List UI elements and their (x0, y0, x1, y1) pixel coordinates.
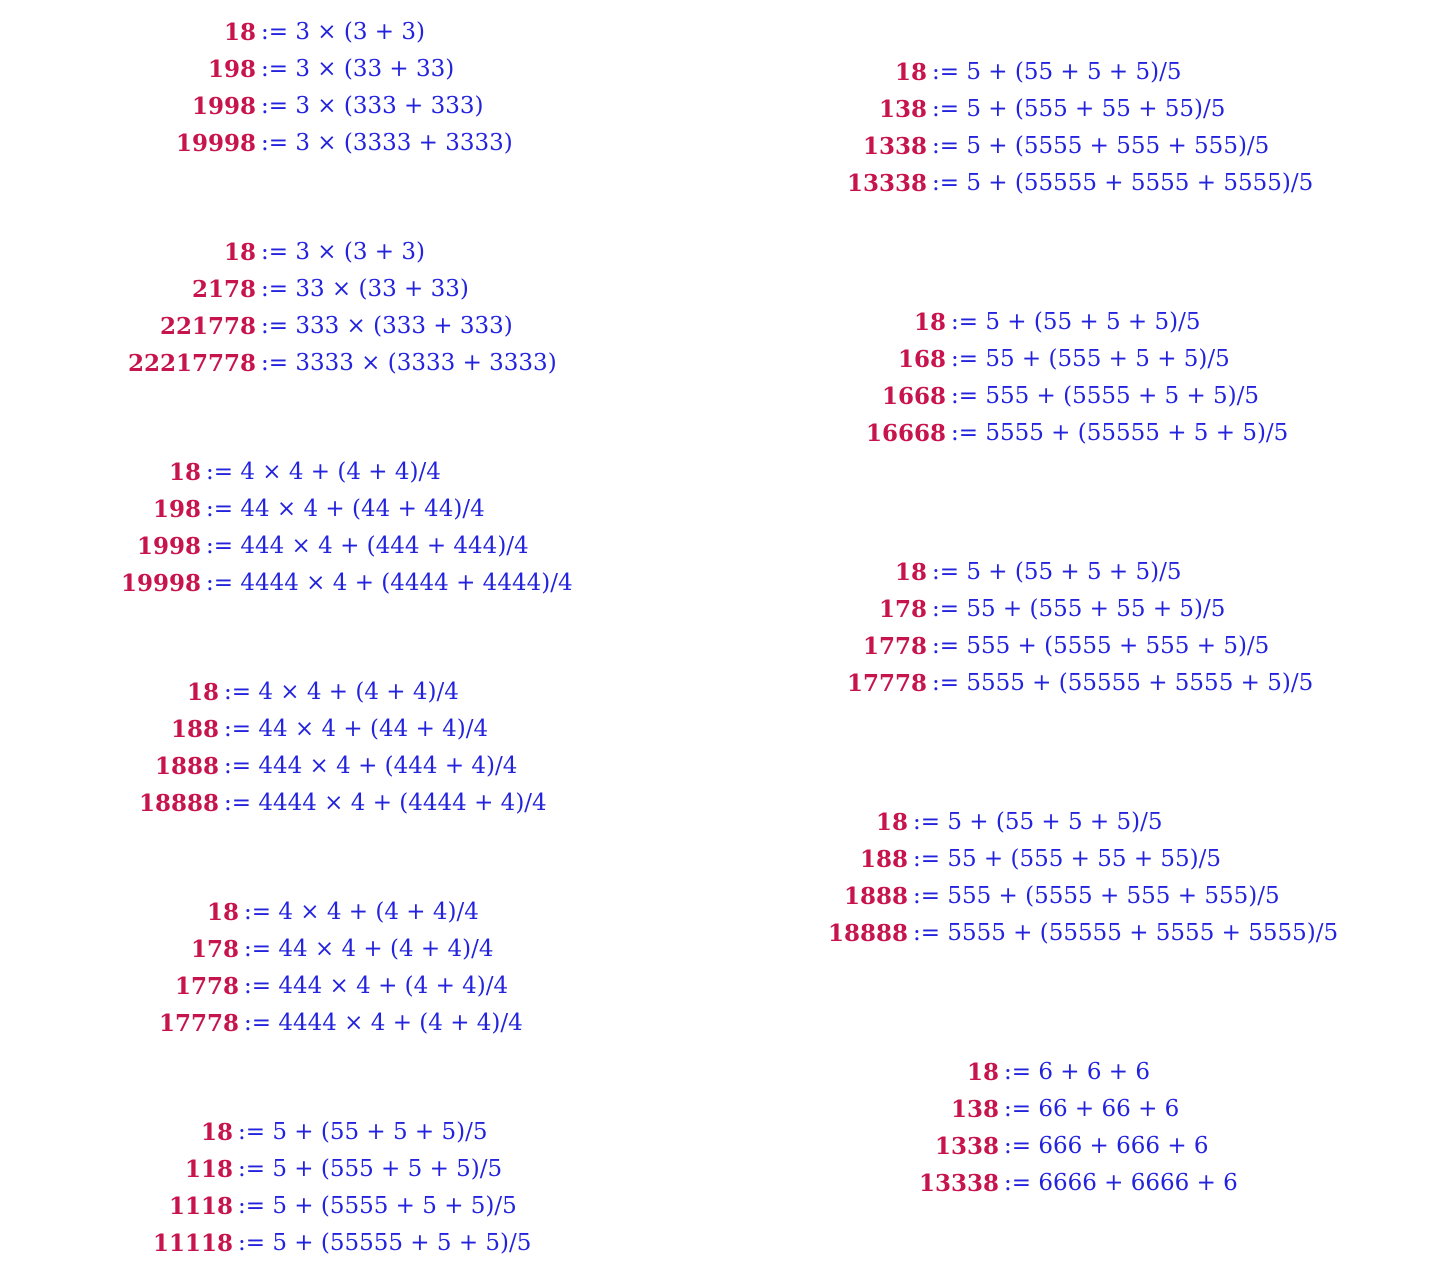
equation-result: 2178 (191, 276, 256, 303)
equation-expression: := 6666 + 6666 + 6 (1004, 1170, 1238, 1196)
equation-expression: := 3 × (3 + 3) (261, 239, 425, 265)
equation-expression: := 444 × 4 + (4 + 4)/4 (244, 973, 509, 999)
equation-expression: := 44 × 4 + (44 + 44)/4 (206, 496, 485, 522)
equation-result: 18 (875, 809, 908, 836)
equation-result: 16668 (865, 420, 946, 447)
equation-expression: := 5 + (555 + 5 + 5)/5 (238, 1156, 503, 1182)
equation-result: 17778 (158, 1010, 239, 1037)
equation-result: 18 (894, 59, 927, 86)
equation-result: 1338 (934, 1133, 999, 1160)
equation-result: 18888 (138, 790, 219, 817)
equation-expression: := 3 × (3 + 3) (261, 19, 425, 45)
equation-expression: := 5 + (55555 + 5 + 5)/5 (238, 1230, 532, 1256)
equation-result: 1338 (862, 133, 927, 160)
equation-expression: := 4444 × 4 + (4444 + 4)/4 (224, 790, 547, 816)
equation-expression: := 5555 + (55555 + 5555 + 5555)/5 (913, 920, 1339, 946)
equation-result: 1118 (168, 1193, 233, 1220)
equation-expression: := 5 + (555 + 55 + 55)/5 (932, 96, 1226, 122)
equation-result: 11118 (152, 1230, 233, 1257)
equation-expression: := 5 + (55 + 5 + 5)/5 (932, 559, 1182, 585)
equation-result: 19998 (120, 570, 201, 597)
equation-result: 1668 (881, 383, 946, 410)
equation-expression: := 3333 × (3333 + 3333) (261, 350, 557, 376)
equation-result: 22217778 (127, 350, 256, 377)
equation-result: 1778 (174, 973, 239, 1000)
equation-result: 18 (223, 19, 256, 46)
equation-result: 18 (206, 899, 239, 926)
equation-result: 1998 (136, 533, 201, 560)
equation-result: 198 (207, 56, 256, 83)
equation-expression: := 4444 × 4 + (4 + 4)/4 (244, 1010, 523, 1036)
equation-expression: := 5555 + (55555 + 5555 + 5)/5 (932, 670, 1314, 696)
equation-result: 138 (878, 96, 927, 123)
equation-result: 18 (913, 309, 946, 336)
equation-result: 1888 (154, 753, 219, 780)
equation-result: 221778 (159, 313, 256, 340)
equation-result: 18 (894, 559, 927, 586)
equation-expression: := 3 × (333 + 333) (261, 93, 484, 119)
equation-expression: := 4 × 4 + (4 + 4)/4 (206, 459, 441, 485)
equation-result: 178 (190, 936, 239, 963)
equation-expression: := 5555 + (55555 + 5 + 5)/5 (951, 420, 1289, 446)
equation-result: 188 (170, 716, 219, 743)
equation-expression: := 44 × 4 + (4 + 4)/4 (244, 936, 494, 962)
equation-expression: := 55 + (555 + 55 + 55)/5 (913, 846, 1222, 872)
equation-expression: := 444 × 4 + (444 + 444)/4 (206, 533, 529, 559)
equation-expression: := 6 + 6 + 6 (1004, 1059, 1151, 1085)
equation-expression: := 5 + (55 + 5 + 5)/5 (951, 309, 1201, 335)
equation-result: 198 (152, 496, 201, 523)
equation-expression: := 55 + (555 + 55 + 5)/5 (932, 596, 1226, 622)
equation-expression: := 444 × 4 + (444 + 4)/4 (224, 753, 518, 779)
equation-result: 13338 (918, 1170, 999, 1197)
equation-expression: := 55 + (555 + 5 + 5)/5 (951, 346, 1230, 372)
equation-expression: := 555 + (5555 + 555 + 555)/5 (913, 883, 1280, 909)
equation-expression: := 4444 × 4 + (4444 + 4444)/4 (206, 570, 573, 596)
equation-result: 1998 (191, 93, 256, 120)
equation-result: 178 (878, 596, 927, 623)
equation-expression: := 66 + 66 + 6 (1004, 1096, 1180, 1122)
equation-result: 18 (200, 1119, 233, 1146)
equation-expression: := 5 + (5555 + 5 + 5)/5 (238, 1193, 517, 1219)
equation-result: 168 (897, 346, 946, 373)
equation-result: 1778 (862, 633, 927, 660)
equation-result: 1888 (843, 883, 908, 910)
equation-result: 17778 (846, 670, 927, 697)
equation-expression: := 555 + (5555 + 5 + 5)/5 (951, 383, 1260, 409)
equation-expression: := 4 × 4 + (4 + 4)/4 (224, 679, 459, 705)
equation-expression: := 555 + (5555 + 555 + 5)/5 (932, 633, 1270, 659)
equation-result: 118 (184, 1156, 233, 1183)
equation-expression: := 3 × (33 + 33) (261, 56, 455, 82)
equation-result: 188 (859, 846, 908, 873)
equation-result: 138 (950, 1096, 999, 1123)
equation-expression: := 5 + (55 + 5 + 5)/5 (932, 59, 1182, 85)
equation-expression: := 5 + (55555 + 5555 + 5555)/5 (932, 170, 1314, 196)
equation-expression: := 3 × (3333 + 3333) (261, 130, 513, 156)
equation-result: 18 (966, 1059, 999, 1086)
equation-result: 18888 (827, 920, 908, 947)
equation-expression: := 666 + 666 + 6 (1004, 1133, 1209, 1159)
equation-expression: := 44 × 4 + (44 + 4)/4 (224, 716, 489, 742)
equation-result: 18 (223, 239, 256, 266)
equation-expression: := 5 + (55 + 5 + 5)/5 (238, 1119, 488, 1145)
equation-result: 19998 (175, 130, 256, 157)
equation-result: 18 (186, 679, 219, 706)
equation-result: 18 (168, 459, 201, 486)
equation-expression: := 5 + (5555 + 555 + 555)/5 (932, 133, 1270, 159)
equation-expression: := 5 + (55 + 5 + 5)/5 (913, 809, 1163, 835)
equation-result: 13338 (846, 170, 927, 197)
equation-expression: := 4 × 4 + (4 + 4)/4 (244, 899, 479, 925)
equation-expression: := 333 × (333 + 333) (261, 313, 513, 339)
equation-expression: := 33 × (33 + 33) (261, 276, 469, 302)
